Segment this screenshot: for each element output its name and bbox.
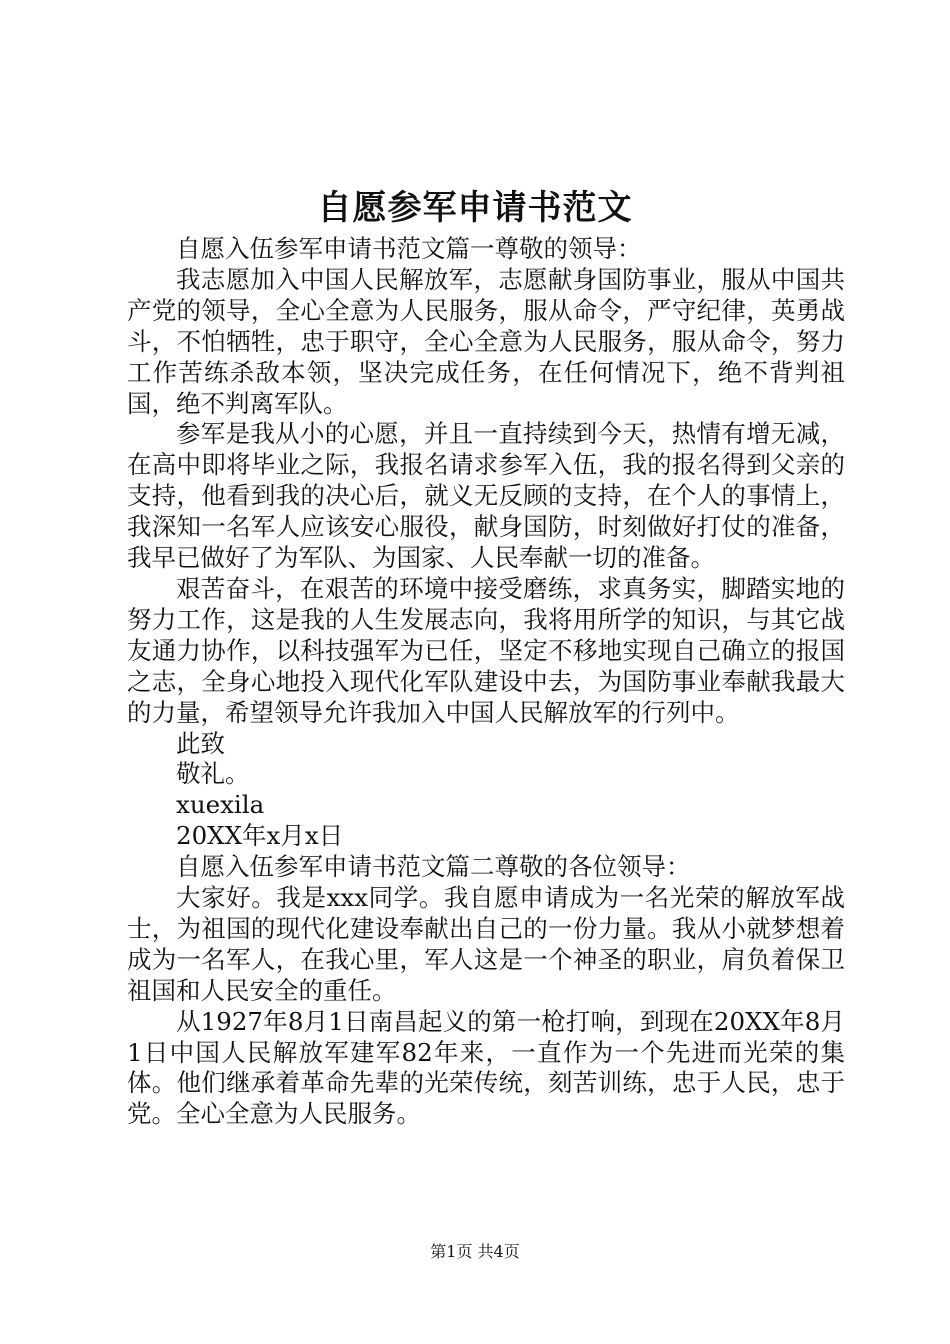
closing-salutation: 此致 <box>176 728 225 758</box>
signature-date: 20XX年x月x日 <box>176 821 344 851</box>
document-body <box>127 234 845 1130</box>
paragraph: 参军是我从小的心愿，并且一直持续到今天，热情有增无减，在高中即将毕业之际，我报名请求参军入伍，我的报名得到父亲的支持，他看到我的决心后，就义无反顾的支持，在个人的事情上，我深知一名军人应该安心服役，献身国防，时刻做好打仗的准备，我早已做好了为军队、为国家、人民奉献一切的准备。 <box>127 419 845 573</box>
signature-name: xuexila <box>176 790 265 820</box>
page-footer: 第1页 共4页 <box>430 1242 520 1261</box>
paragraph: 大家好。我是xxx同学。我自愿申请成为一名光荣的解放军战士，为祖国的现代化建设奉献出自己的一份力量。我从小就梦想着成为一名军人，在我心里，军人这是一个神圣的职业，肩负着保卫祖国和人民安全的重任。 <box>127 883 845 1005</box>
document-title: 自愿参军申请书范文 <box>317 188 633 228</box>
paragraph-heading-1: 自愿入伍参军申请书范文篇一尊敬的领导： <box>176 234 642 263</box>
closing-regards: 敬礼。 <box>176 759 250 789</box>
paragraph: 从1927年8月1日南昌起义的第一枪打响，到现在20XX年8月1日中国人民解放军建军82年来，一直作为一个先进而光荣的集体。他们继承着革命先辈的光荣传统，刻苦训练，忠于人民，忠于党。全心全意为人民服务。 <box>127 1006 845 1129</box>
paragraph-heading-2: 自愿入伍参军申请书范文篇二尊敬的各位领导： <box>176 852 691 882</box>
paragraph: 艰苦奋斗，在艰苦的环境中接受磨练，求真务实，脚踏实地的努力工作，这是我的人生发展志向，我将用所学的知识，与其它战友通力协作，以科技强军为已任，坚定不移地实现自己确立的报国之志，全身心地投入现代化军队建设中去，为国防事业奉献我最大的力量，希望领导允许我加入中国人民解放军的行列中。 <box>127 573 845 727</box>
paragraph: 我志愿加入中国人民解放军，志愿献身国防事业，服从中国共产党的领导，全心全意为人民服务，服从命令，严守纪律，英勇战斗，不怕牺牲，忠于职守，全心全意为人民服务，服从命令，努力工作苦练杀敌本领，坚决完成任务，在任何情况下，绝不背判祖国，绝不判离军队。 <box>127 264 845 418</box>
